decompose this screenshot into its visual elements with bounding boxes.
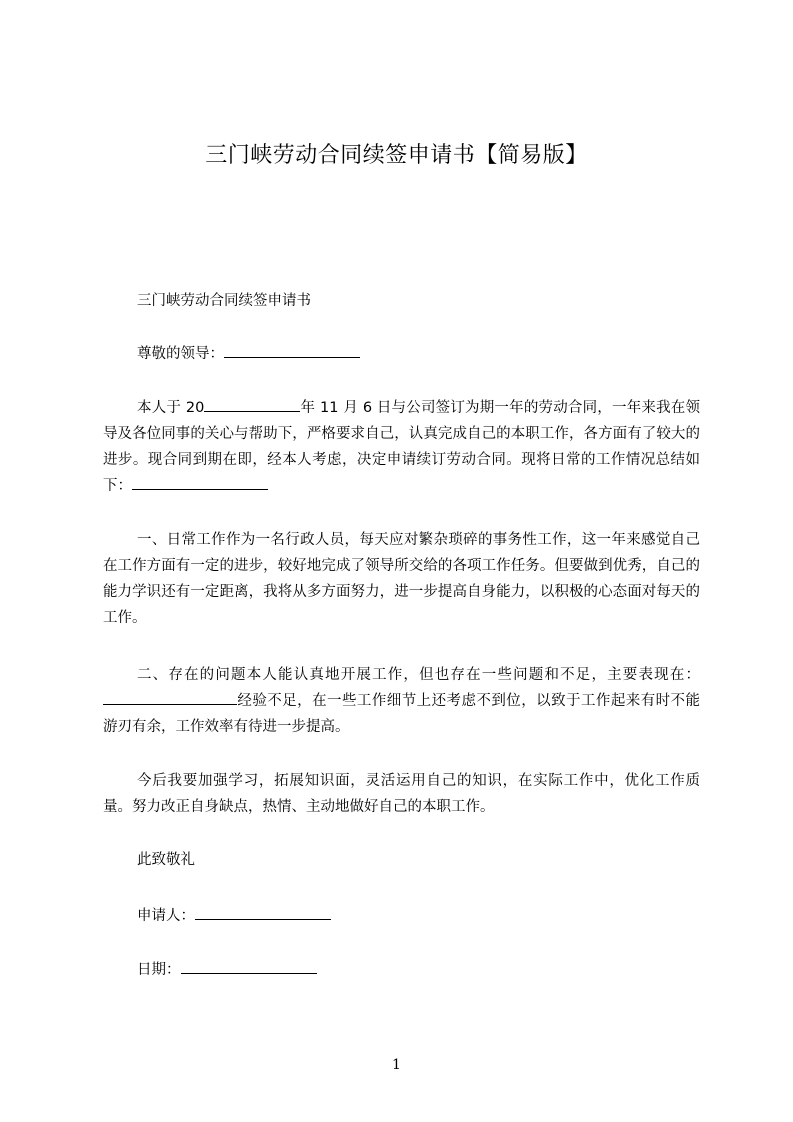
- date-blank: [181, 958, 317, 974]
- section-problems: [103, 662, 700, 740]
- salutation-blank: [224, 342, 360, 358]
- applicant-blank: [195, 904, 331, 920]
- summary-blank: [132, 474, 268, 490]
- intro-text: 年 11 月 6 日与公司签订为期一年的劳动合同，一年来我在领导及各位同事的关心与帮助下，严格要求自己，认真完成自己的本职工作，各方面有了较大的进步。现合同到期在即，经本人考虑，决定申请续订劳动合同。现将日常的工作情况总结如下：: [103, 400, 700, 494]
- section-problems-lead: 二、存在的问题本人能认真地开展工作，但也存在一些问题和不足，主要表现在：: [137, 667, 700, 683]
- salutation-text: 尊敬的领导：: [137, 346, 224, 362]
- date-label: 日期：: [137, 962, 181, 978]
- page-number: 1: [392, 1057, 401, 1073]
- document-title: 三门峡劳动合同续签申请书【简易版】: [205, 143, 588, 168]
- applicant-label: 申请人：: [137, 908, 195, 924]
- section-future-plan: [103, 768, 700, 820]
- section-daily-work: [103, 527, 700, 631]
- subtitle-text: 三门峡劳动合同续签申请书: [137, 293, 311, 309]
- year-blank: [204, 396, 300, 412]
- paragraph-intro: [103, 395, 700, 499]
- closing-line: [103, 847, 700, 873]
- closing-text: 此致敬礼: [137, 852, 195, 868]
- section-daily-work-text: 一、日常工作作为一名行政人员，每天应对繁杂琐碎的事务性工作，这一年来感觉自己在工作方面有一定的进步，较好地完成了领导所交给的各项工作任务。但要做到优秀，自己的能力学识还有一定距离，我将从多方面努力，进一步提高自身能力，以积极的心态面对每天的工作。: [103, 532, 700, 626]
- salutation: [103, 341, 700, 367]
- intro-prefix: 本人于 20: [137, 400, 205, 416]
- document-subtitle: [103, 288, 700, 314]
- problems-blank: [103, 689, 237, 705]
- section-future-plan-text: 今后我要加强学习，拓展知识面，灵活运用自己的知识，在实际工作中，优化工作质量。努力改正自身缺点，热情、主动地做好自己的本职工作。: [103, 773, 700, 815]
- section-problems-rest: 经验不足，在一些工作细节上还考虑不到位，以致于工作起来有时不能游刃有余，工作效率有待进一步提高。: [103, 693, 700, 735]
- date-line: [103, 957, 700, 983]
- applicant-line: [103, 903, 700, 929]
